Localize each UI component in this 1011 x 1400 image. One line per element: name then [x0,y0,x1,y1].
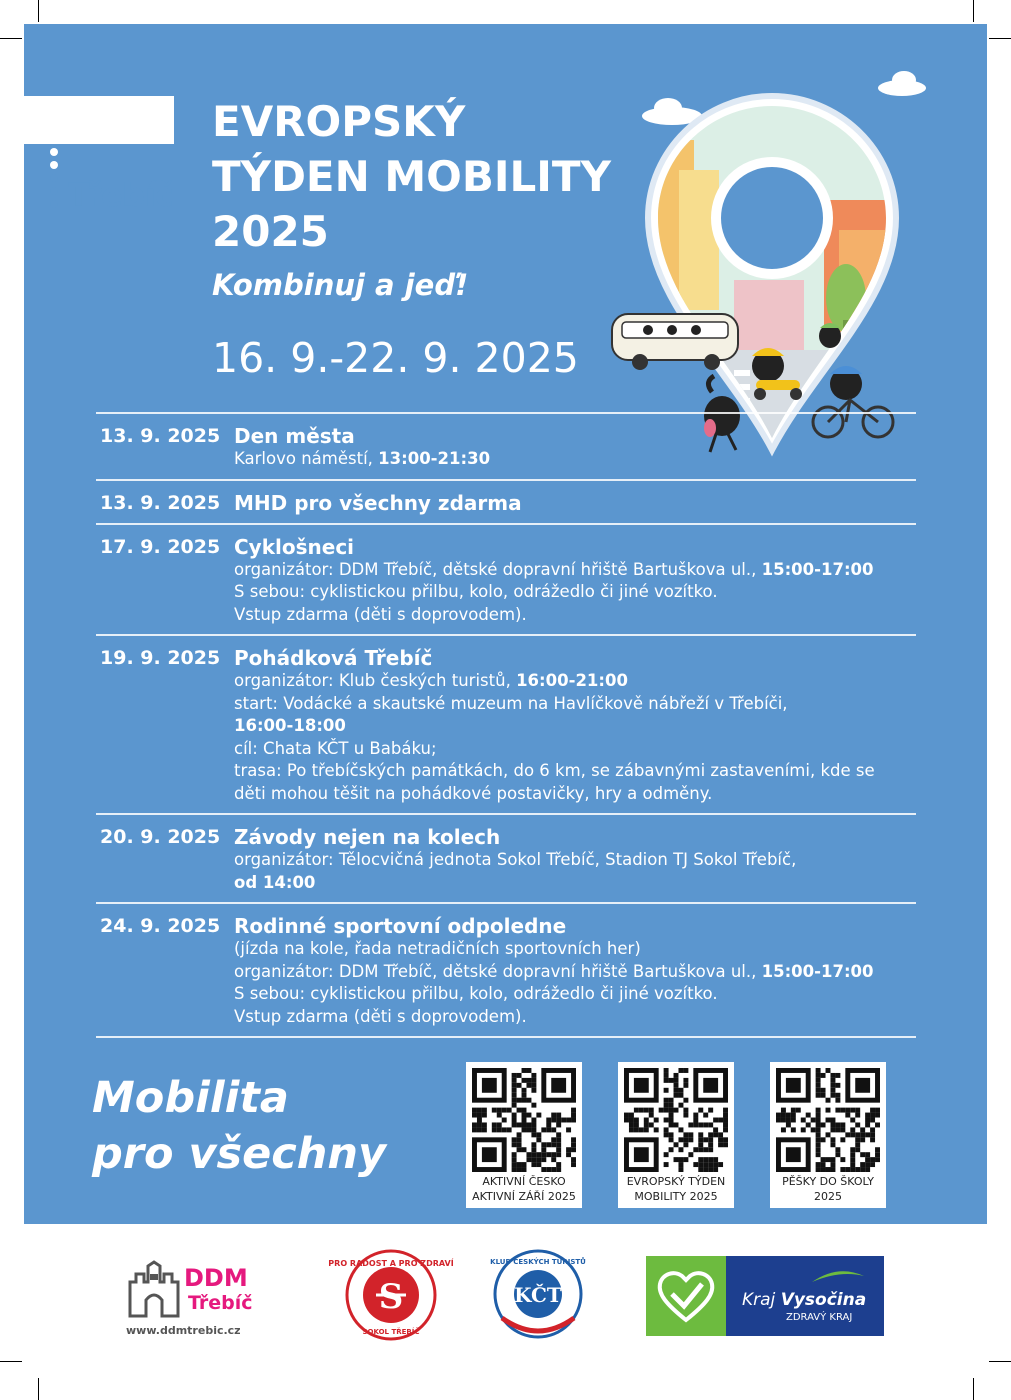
poster-panel [24,24,987,1224]
kct-logo [492,1248,584,1340]
event-name: Den města [234,424,355,448]
slogan: Kombinuj a jeď! [212,268,469,302]
event-detail: od 14:00 [234,872,316,892]
qr-code-icon [776,1068,880,1172]
svg-text:S: S [378,1277,404,1317]
event-name: MHD pro všechny zdarma [234,490,522,515]
event-detail: Karlovo náměstí, 13:00-21:30 [234,449,491,468]
castle-icon [126,1260,182,1318]
event-item [96,525,916,635]
event-date: 17. 9. 2025 [100,535,221,558]
divider [96,813,916,815]
event-date: 24. 9. 2025 [100,915,221,937]
logo-text: Třebíč [68,176,174,214]
svg-text:KČT: KČT [514,1283,562,1307]
swoosh-icon [810,1268,866,1284]
event-detail: organizátor: Klub českých turistů, 16:00-21:00 [234,671,628,690]
svg-text:KLUB ČESKÝCH TURISTŮ: KLUB ČESKÝCH TURISTŮ [490,1258,586,1266]
qr-code-aktivni-cesko[interactable]: AKTIVNÍ ČESKO AKTIVNÍ ZÁŘÍ 2025 [466,1062,582,1208]
event-name: Závody nejen na kolech [234,825,501,849]
svg-text:SOKOL TŘEBÍČ: SOKOL TŘEBÍČ [362,1328,420,1336]
divider [96,1036,916,1038]
event-detail: organizátor: DDM Třebíč, dětské dopravní hřiště Bartuškova ul., 15:00-17:00 [234,961,874,981]
event-dates: 16. 9.-22. 9. 2025 [212,334,579,382]
event-detail: (jízda na kole, řada netradičních sportovních her) [234,939,641,958]
event-detail: Vstup zdarma (děti s doprovodem). [234,1006,527,1026]
divider [96,902,916,904]
event-date: 13. 9. 2025 [100,491,221,514]
event-item [96,481,916,523]
divider [96,523,916,525]
sokol-logo [328,1248,454,1342]
map-pin-illustration [584,70,924,460]
event-item [96,636,916,813]
event-date: 19. 9. 2025 [100,647,221,669]
event-item [96,815,916,902]
event-detail: S sebou: cyklistickou přilbu, kolo, odrážedlo či jiné vozítko. [234,582,718,601]
dotted-i-icon [50,174,62,213]
event-item [96,904,916,1036]
svg-text:PRO RADOST A PRO ZDRAVÍ: PRO RADOST A PRO ZDRAVÍ [328,1259,454,1268]
page-title [212,94,611,259]
title-line: 2025 [212,207,329,256]
divider [96,634,916,636]
title-line: EVROPSKÝ [212,97,466,146]
events-list [96,412,916,1038]
event-name: Pohádková Třebíč [234,646,433,670]
heart-icon [656,1268,716,1324]
mobilita-slogan: Mobilita pro všechny [92,1073,387,1179]
event-detail: cíl: Chata KČT u Babáku; [234,738,437,758]
qr-code-icon [624,1068,728,1172]
event-detail: trasa: Po třebíčských památkách, do 6 km, se zábavnými zastaveními, kde se [234,761,875,780]
event-detail: děti mohou těšit na pohádkové postavičky, hry a odměny. [234,783,713,803]
event-detail: 16:00-18:00 [234,716,346,735]
logo-dots-icon [50,148,58,174]
event-detail: S sebou: cyklistickou přilbu, kolo, odrážedlo či jiné vozítko. [234,984,718,1003]
event-date: 13. 9. 2025 [100,425,221,447]
event-detail: organizátor: Tělocvičná jednota Sokol Třebíč, Stadion TJ Sokol Třebíč, [234,850,797,869]
event-name: Cyklošneci [234,534,355,559]
character-icon [819,323,841,348]
event-item [96,414,916,479]
trebic-logo [24,96,174,214]
qr-code-pesky-do-skoly[interactable]: PĚŠKY DO ŠKOLY 2025 [770,1062,886,1208]
event-detail: Vstup zdarma (děti s doprovodem). [234,604,527,624]
title-line: TÝDEN MOBILITY [212,152,611,201]
event-date: 20. 9. 2025 [100,826,221,848]
divider [96,412,916,414]
event-detail: start: Vodácké a skautské muzeum na Havlíčkově nábřeží v Třebíči, [234,693,788,713]
bus-icon [612,314,738,370]
divider [96,479,916,481]
kraj-vysocina-logo: Kraj Vysočina ZDRAVÝ KRAJ [646,1256,884,1336]
qr-code-icon [472,1068,576,1172]
event-name: Rodinné sportovní odpoledne [234,914,567,938]
ddm-logo: DDM Třebíč www.ddmtrebic.cz [126,1256,266,1340]
qr-code-etm[interactable]: EVROPSKÝ TÝDEN MOBILITY 2025 [618,1062,734,1208]
event-detail: organizátor: DDM Třebíč, dětské dopravní hřiště Bartuškova ul., 15:00-17:00 [234,559,874,579]
